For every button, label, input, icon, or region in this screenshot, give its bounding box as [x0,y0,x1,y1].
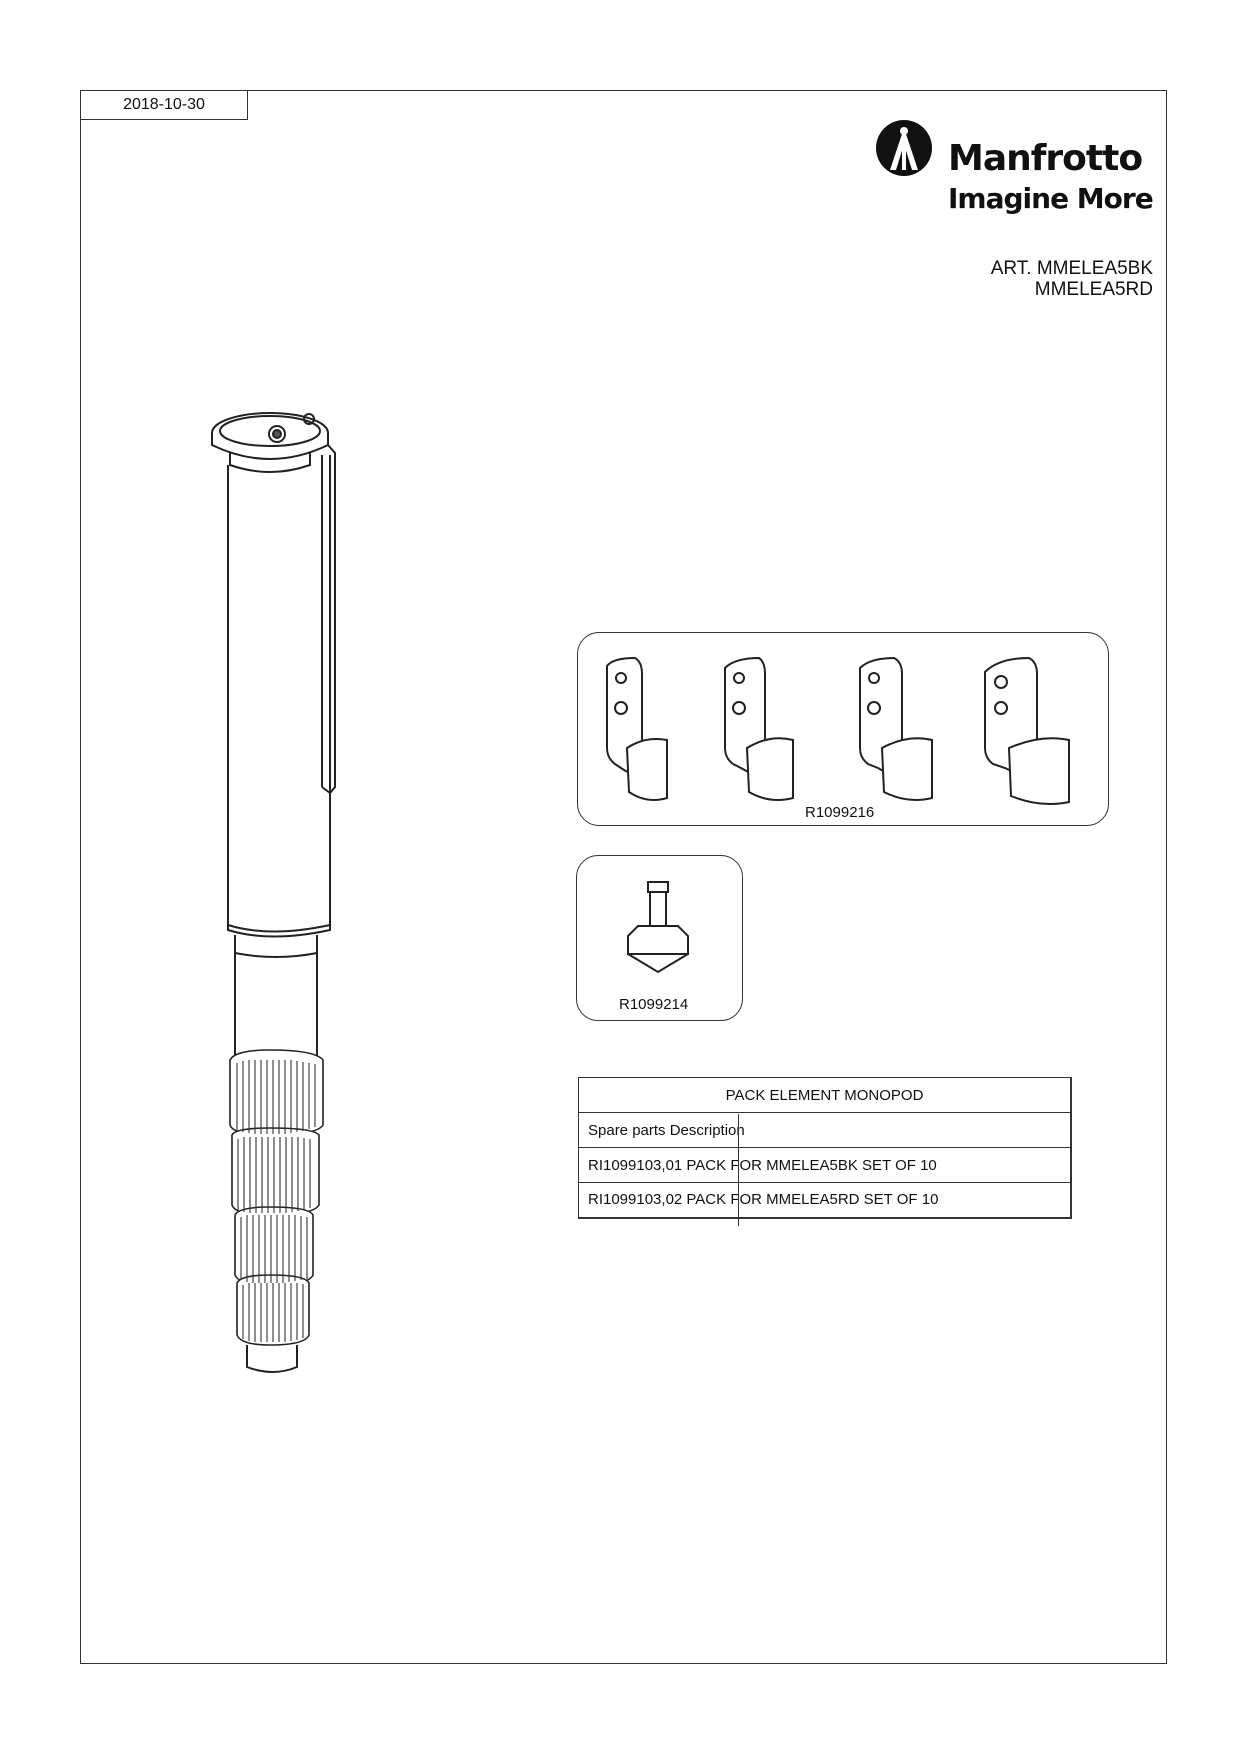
table-title: PACK ELEMENT MONOPOD [579,1078,1072,1113]
spike-code: R1099214 [619,996,689,1013]
table-title-row [579,1078,1072,1113]
article-line-2: MMELEA5RD [1034,279,1153,300]
clip-kit-code: R1099216 [805,804,875,821]
spare-parts-table [578,1077,1072,1219]
table-header: Spare parts Description [579,1113,1072,1148]
brand-logo [870,118,1160,218]
spike-drawing [620,880,700,990]
article-line-1: ART. MMELEA5BK [990,258,1153,279]
table-header-row [579,1113,1072,1148]
date-box [80,90,248,120]
clip-parts-drawing [585,640,1105,810]
article-numbers [991,258,1153,300]
document-date: 2018-10-30 [123,96,205,113]
table-cell: RI1099103,01 PACK FOR MMELEA5BK SET OF 10 [579,1148,1072,1183]
monopod-drawing [205,395,365,1375]
table-cell: RI1099103,02 PACK FOR MMELEA5RD SET OF 10 [579,1183,1072,1218]
brand-tagline: Imagine More [948,182,1153,215]
table-row [579,1148,1072,1183]
brand-name: Manfrotto [948,138,1143,179]
table-row [579,1183,1072,1218]
tripod-logo-icon [874,118,934,178]
table-column-divider [738,1114,739,1226]
